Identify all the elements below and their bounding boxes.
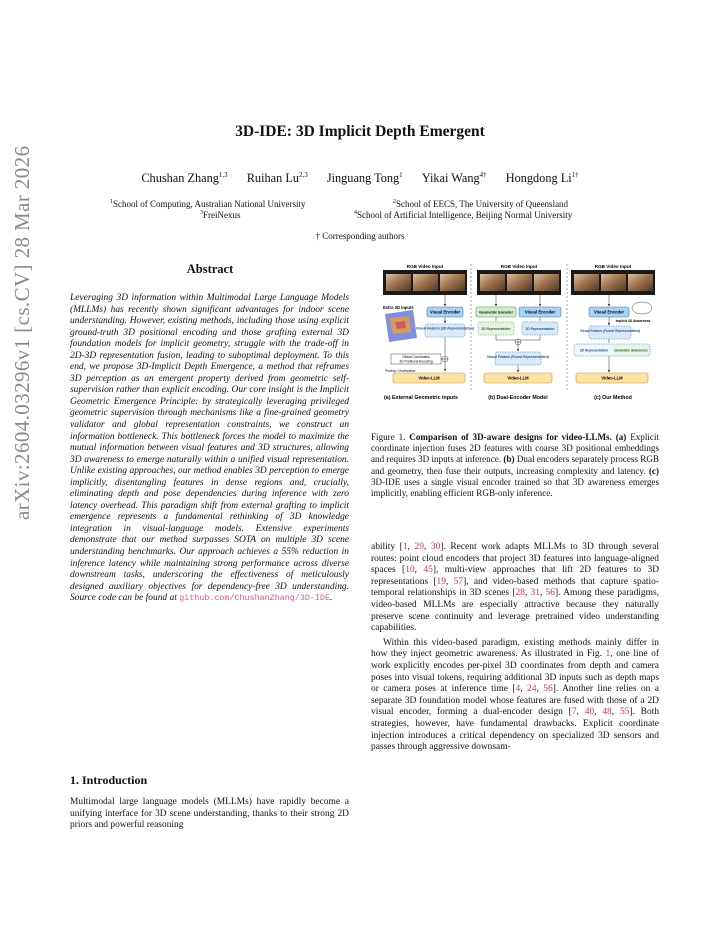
implicit-label: Implicit 3D Awareness [615, 319, 651, 323]
citation-link[interactable]: 55 [619, 707, 630, 718]
paragraph: Within this video-based paradigm, existing methods mainly differ in how they inject geometric awareness. As illustrated in Fig. 1, one line of work explicitly encodes per-pixel 3D coordinates from depth and camera poses into visual tokens, requiring additional 3D inputs such as depth maps or camera poses at inference time [4, 24, 56]. Another line relies on a separate 3D foundation model whose features are fused with those of a 2D visual encoder, forming a dual-encoder design [7, 40, 48, 55]. Both strategies, however, have fundamental drawbacks. Explicit coordinate injection introduces a critical dependency on specialized 3D sensors and passes through aggressive downsam- [371, 637, 660, 753]
citation-link[interactable]: 31 [530, 588, 540, 599]
fused-rep-label: Visual Feature (Fused Representation) [579, 329, 641, 333]
panel-title: RGB Video Input [594, 264, 632, 269]
citation-link[interactable]: 28 [515, 588, 525, 599]
subfigure-label: (a) External Geometric inputs [384, 395, 458, 401]
visual-encoder-label: Visual Encoder [593, 309, 625, 315]
figure-1 [371, 262, 659, 420]
affiliation: $^2$School of EECS, The University of Queensland [393, 199, 569, 209]
subfigure-label: (c) Our Method [594, 395, 632, 401]
citation-link[interactable]: 19 [436, 576, 446, 587]
film-strip [383, 270, 467, 295]
intro-text: Multimodal large language models (MLLMs) have rapidly become a unifying interface for 3D scene understanding, thanks to their strong 2D priors and powerful reasoning [70, 797, 349, 831]
citation-link[interactable]: 56 [545, 588, 555, 599]
figure-link[interactable]: 1 [605, 649, 611, 660]
author-list [0, 171, 720, 186]
affiliation: $^1$School of Computing, Australian National University [110, 199, 306, 209]
panel-title: RGB Video Input [406, 264, 444, 269]
film-strip [571, 270, 655, 295]
visual-encoder-label: Visual Encoder [429, 309, 461, 315]
film-strip [477, 270, 561, 295]
rep-3d-label: 3D Representation [579, 348, 609, 353]
author: Yikai Wang$^{4\dagger}$ [421, 171, 487, 185]
affiliation: $^4$School of Artificial Intelligence, Beijing Normal University [354, 210, 573, 220]
geo-awareness-label: Geometric Awareness [614, 348, 648, 353]
abstract-heading: Abstract [186, 262, 234, 276]
corresponding-note: † Corresponding authors [315, 231, 405, 241]
citation-link[interactable]: 7 [571, 707, 577, 718]
citation-link[interactable]: 10 [405, 565, 415, 576]
author: Hongdong $Li^{1\dagger}$ [505, 171, 579, 185]
abstract-text: Leveraging 3D information within Multimodal Large Language Models (MLLMs) has recently shown significant advantages for indoor scene understanding. However, existing methods, including those using explicit ground-truth 3D positional encoding and those grafting external 3D foundation models for implicit geometry, struggle with the trade-off in 2D-3D representation fusion, leading to suboptimal deployment. To this end, we propose 3D-Implicit Depth Emergence, a method that reframes 3D perception as an emergent property derived from geometric self-supervision rather than explicit encoding. Our core insight is the Implicit Geometric Emergence Principle: by strategically leveraging privileged geometric supervision through mechanisms like a fine-grained geometry validator and global representation constraints, we construct an information bottleneck. This bottleneck forces the model to maximize the mutual information between visual features and 3D structures, allowing 3D awareness to emerge naturally within a unified visual representation. Unlike existing approaches, our method enables 3D perception to emerge implicitly, disentangling features in dense regions and, crucially, eliminating depth and pose dependencies during inference with zero latency overhead. This paradigm shift from external grafting to implicit emergence represents a fundamental rethinking of 3D knowledge integration in visual-language models. Extensive experiments demonstrate that our method surpasses SOTA on multiple 3D scene understanding benchmarks. Our approach achieves a 55% reduction in inference latency while maintaining strong performance across diverse downstream tasks, underscoring the effectiveness of meticulously designed auxiliary objectives for dependency-free 3D understanding. Source code can be found at github.com/ChushanZhang/3D-IDE. [70, 293, 349, 604]
affiliation: $^3$FreiNexus [200, 210, 241, 220]
rep-3d-label: 3D Representation [481, 327, 511, 331]
citation-link[interactable]: 40 [584, 707, 595, 718]
depth-map-icon [385, 310, 417, 342]
citation-link[interactable]: 24 [527, 684, 537, 695]
thought-cloud-icon [632, 302, 652, 314]
pos-encoding-label: 3D Positional Encoding [399, 359, 433, 364]
video-llm-label: Video-LLM [418, 375, 440, 381]
visual-encoder-label: Visual Encoder [524, 309, 556, 315]
extra-inputs-label: Extra 3D inputs [383, 305, 414, 310]
fused-rep-label: Visual Feature (Fused Representation) [487, 355, 549, 359]
rep-3d-label: 3D Representation [525, 327, 555, 331]
citation-link[interactable]: 45 [423, 565, 433, 576]
pooling-label: Pooling / Voxelization [385, 369, 416, 373]
author: Chushan Zhang$^{1,3}$ [141, 171, 228, 185]
citation-link[interactable]: 4 [515, 684, 521, 695]
figure-diagram [371, 262, 659, 420]
section-heading: 1. Introduction [70, 773, 148, 787]
citation-link[interactable]: 48 [602, 707, 612, 718]
arxiv-stamp: arXiv:2604.03296v1 [cs.CV] 28 Mar 2026 [10, 145, 34, 520]
citation-link[interactable]: 30 [430, 542, 441, 552]
paragraph: ability [1, 29, 30]. Recent work adapts MLLMs to 3D through several routes: point cloud encoders that project 3D features into language-aligned spaces [10, 45], multi-view approaches that lift 2D features to 3D representations [19, 57], and video-based methods that capture spatio-temporal relationships in 3D scenes [28, 31, 56]. Among these paradigms, video-based MLLMs are especially attractive because they naturally preserve scene continuity and leverage pretrained video understanding capabilities. [371, 542, 660, 634]
citation-link[interactable]: 29 [414, 542, 424, 552]
global-coords-label: Global Coordinates [402, 355, 430, 359]
right-column-text [371, 542, 659, 754]
code-link[interactable]: github.com/ChushanZhang/3D-IDE [179, 593, 330, 604]
figure-caption: Figure 1. Comparison of 3D-aware designs for video-LLMs. (a) Explicit coordinate injection fuses 2D features with coarse 3D positional embeddings and requires 3D inputs at inference. (b) Dual encoders separately process RGB and geometry, then fuse their outputs, increasing complexity and latency. (c) 3D-IDE uses a single visual encoder trained so that 3D awareness emerges implicitly, enabling efficient RGB-only inference. [371, 432, 659, 499]
video-llm-label: Video-LLM [507, 375, 529, 381]
author: Ruihan Lu$^{2,3}$ [246, 171, 308, 185]
video-llm-label: Video-LLM [601, 375, 623, 381]
citation-link[interactable]: 56 [543, 684, 553, 695]
author: Jinguang Tong$^1$ [326, 171, 403, 185]
panel-title: RGB Video Input [500, 264, 538, 269]
paper-title: 3D-IDE: 3D Implicit Depth Emergent [235, 123, 485, 140]
citation-link[interactable]: 57 [453, 576, 464, 587]
geometric-encoder-label: Geometric Encoder [478, 310, 514, 315]
subfigure-label: (b) Dual-Encoder Model [488, 395, 548, 401]
visual-feature-label: Visual Feature (3D Representation) [415, 326, 475, 331]
citation-link[interactable]: 1 [402, 542, 408, 552]
